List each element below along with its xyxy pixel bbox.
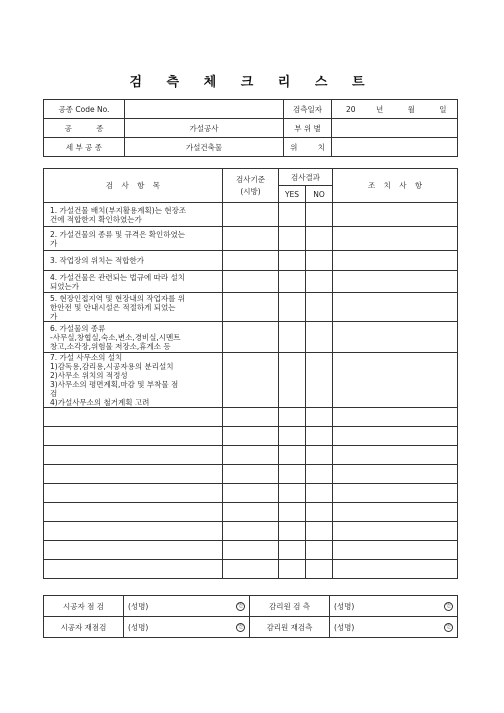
supervisor-reinspect-label: 감리원 재검측 <box>250 617 330 638</box>
checklist-item <box>44 322 223 353</box>
item-cell[interactable] <box>44 427 223 446</box>
location-label: 부 위 별 <box>284 119 332 138</box>
construction-code-label: 공종 Code No. <box>44 100 125 119</box>
contractor-inspect-signature[interactable] <box>124 596 250 617</box>
item-cell[interactable] <box>44 465 223 484</box>
checklist-empty-row <box>44 465 458 484</box>
contractor-inspect-label: 시공자 점 검 <box>44 596 124 617</box>
criteria-cell[interactable] <box>223 203 279 227</box>
criteria-cell[interactable] <box>223 408 279 427</box>
checklist-empty-row <box>44 484 458 503</box>
seal-icon: 인 <box>236 602 245 611</box>
inspection-date-label: 검측일자 <box>284 100 332 119</box>
supervisor-inspect-label: 감리원 검 측 <box>250 596 330 617</box>
checklist-item-line: 3)사무소의 평면계획,마감 및 부착물 점 <box>50 380 179 389</box>
subtrade-value[interactable]: 가설건축물 <box>125 138 284 157</box>
item-cell[interactable] <box>44 484 223 503</box>
col-header-criteria <box>223 169 279 203</box>
action-cell[interactable] <box>333 353 458 408</box>
yes-cell[interactable] <box>279 465 306 484</box>
checklist-item-line: 가 <box>50 238 58 248</box>
no-cell[interactable] <box>306 408 333 427</box>
yes-cell[interactable] <box>279 271 306 293</box>
signature-placeholder: (성명) <box>128 601 149 611</box>
criteria-cell[interactable] <box>223 227 279 251</box>
checklist-item-line: 1)감독용,감리용,시공자용의 분리설치 <box>50 362 174 371</box>
no-cell[interactable] <box>306 251 333 271</box>
supervisor-reinspect-signature[interactable] <box>330 617 458 638</box>
contractor-reinspect-signature[interactable] <box>124 617 250 638</box>
criteria-cell[interactable] <box>223 322 279 353</box>
checklist-empty-row <box>44 503 458 522</box>
seal-icon: 인 <box>444 623 453 632</box>
yes-cell[interactable] <box>279 522 306 541</box>
checklist-row <box>44 353 458 408</box>
subtrade-label: 세 부 공 종 <box>44 138 125 157</box>
yes-cell[interactable] <box>279 541 306 560</box>
trade-value[interactable]: 가설공사 <box>125 119 284 138</box>
yes-cell[interactable] <box>279 227 306 251</box>
checklist-item-line: 검 <box>50 389 58 398</box>
checklist-item-line: 창고,소각장,위험물 저장소,휴게소 등 <box>50 341 171 351</box>
no-cell[interactable] <box>306 322 333 353</box>
checklist-empty-row <box>44 427 458 446</box>
criteria-cell[interactable] <box>223 465 279 484</box>
date-year-prefix: 20 <box>346 104 356 114</box>
action-cell[interactable] <box>333 484 458 503</box>
checklist-item-line: 건에 적합한지 확인하였는가 <box>50 214 142 224</box>
criteria-cell[interactable] <box>223 353 279 408</box>
yes-cell[interactable] <box>279 322 306 353</box>
checklist-item <box>44 353 223 408</box>
signature-placeholder: (성명) <box>334 622 355 632</box>
position-field[interactable] <box>332 138 458 157</box>
action-cell[interactable] <box>333 408 458 427</box>
checklist-item <box>44 271 223 293</box>
action-cell[interactable] <box>333 522 458 541</box>
checklist-item-line: 2)사무소 위치의 적정성 <box>50 371 128 380</box>
date-month-label: 월 <box>407 104 415 114</box>
item-cell[interactable] <box>44 503 223 522</box>
checklist-item-line: -사무실,창협실,숙소,변소,경비실,시멘트 <box>50 332 181 342</box>
col-header-action: 조 치 사 항 <box>333 169 458 203</box>
col-header-no: NO <box>306 186 333 203</box>
no-cell[interactable] <box>306 227 333 251</box>
no-cell[interactable] <box>306 503 333 522</box>
col-header-criteria-sub: (시방) <box>240 186 261 196</box>
seal-icon: 인 <box>444 602 453 611</box>
no-cell[interactable] <box>306 271 333 293</box>
checklist-item-line: 한안전 및 안내시설은 적절하게 되었는 <box>50 302 176 312</box>
inspection-date-field[interactable] <box>332 100 458 119</box>
checklist-empty-row <box>44 408 458 427</box>
col-header-criteria-label: 검사기준 <box>236 174 265 184</box>
checklist-item-line: 4. 가설건물은 관련되는 법규에 따라 설치 <box>50 272 185 282</box>
criteria-cell[interactable] <box>223 271 279 293</box>
no-cell[interactable] <box>306 353 333 408</box>
criteria-cell[interactable] <box>223 484 279 503</box>
action-cell[interactable] <box>333 251 458 271</box>
no-cell[interactable] <box>306 484 333 503</box>
checklist-empty-row <box>44 522 458 541</box>
action-cell[interactable] <box>333 322 458 353</box>
seal-icon: 인 <box>236 623 245 632</box>
supervisor-inspect-signature[interactable] <box>330 596 458 617</box>
no-cell[interactable] <box>306 541 333 560</box>
yes-cell[interactable] <box>279 408 306 427</box>
yes-cell[interactable] <box>279 203 306 227</box>
action-cell[interactable] <box>333 203 458 227</box>
date-day-label: 일 <box>439 104 447 114</box>
info-table <box>43 99 458 157</box>
yes-cell[interactable] <box>279 560 306 579</box>
checklist-row <box>44 271 458 293</box>
checklist-item-line: 가 <box>50 311 58 321</box>
item-cell[interactable] <box>44 560 223 579</box>
yes-cell[interactable] <box>279 427 306 446</box>
construction-code-field[interactable] <box>125 100 284 119</box>
action-cell[interactable] <box>333 465 458 484</box>
yes-cell[interactable] <box>279 251 306 271</box>
trade-label: 공 종 <box>44 119 125 138</box>
col-header-item: 검 사 항 목 <box>44 169 223 203</box>
checklist-item-line: 2. 가설건물의 종류 및 규격은 확인하였는 <box>50 229 185 239</box>
signature-placeholder: (성명) <box>128 622 149 632</box>
action-cell[interactable] <box>333 271 458 293</box>
position-label: 위 치 <box>284 138 332 157</box>
yes-cell[interactable] <box>279 503 306 522</box>
criteria-cell[interactable] <box>223 446 279 465</box>
page-title: 검 측 체 크 리 스 트 <box>129 75 375 90</box>
no-cell[interactable] <box>306 446 333 465</box>
action-cell[interactable] <box>333 227 458 251</box>
contractor-reinspect-label: 시공자 재점검 <box>44 617 124 638</box>
item-cell[interactable] <box>44 541 223 560</box>
date-year-label: 년 <box>375 104 384 114</box>
checklist-row <box>44 203 458 227</box>
checklist-empty-row <box>44 560 458 579</box>
checklist-row <box>44 227 458 251</box>
col-header-result: 검사결과 <box>279 169 333 186</box>
checklist-item <box>44 293 223 322</box>
no-cell[interactable] <box>306 465 333 484</box>
criteria-cell[interactable] <box>223 427 279 446</box>
checklist-item <box>44 227 223 251</box>
checklist-row <box>44 293 458 322</box>
action-cell[interactable] <box>333 541 458 560</box>
yes-cell[interactable] <box>279 293 306 322</box>
item-cell[interactable] <box>44 408 223 427</box>
checklist-item-line: 3. 작업장의 위치는 적합한가 <box>50 256 145 265</box>
checklist-item-line: 7. 가설 사무소의 설치 <box>50 353 123 362</box>
criteria-cell[interactable] <box>223 522 279 541</box>
item-cell[interactable] <box>44 446 223 465</box>
no-cell[interactable] <box>306 522 333 541</box>
action-cell[interactable] <box>333 446 458 465</box>
criteria-cell[interactable] <box>223 503 279 522</box>
yes-cell[interactable] <box>279 446 306 465</box>
signature-table <box>43 595 458 638</box>
checklist-table <box>43 168 458 579</box>
action-cell[interactable] <box>333 503 458 522</box>
location-field[interactable] <box>332 119 458 138</box>
checklist-empty-row <box>44 446 458 465</box>
yes-cell[interactable] <box>279 484 306 503</box>
no-cell[interactable] <box>306 293 333 322</box>
checklist-item-line: 되었는가 <box>50 281 79 291</box>
criteria-cell[interactable] <box>223 293 279 322</box>
action-cell[interactable] <box>333 293 458 322</box>
col-header-yes: YES <box>279 186 306 203</box>
no-cell[interactable] <box>306 427 333 446</box>
signature-placeholder: (성명) <box>334 601 355 611</box>
checklist-item <box>44 203 223 227</box>
item-cell[interactable] <box>44 522 223 541</box>
criteria-cell[interactable] <box>223 541 279 560</box>
checklist-row <box>44 322 458 353</box>
checklist-empty-row <box>44 541 458 560</box>
checklist-item-line: 4)가설사무소의 철거계획 고려 <box>50 398 150 407</box>
checklist-item <box>44 251 223 271</box>
no-cell[interactable] <box>306 560 333 579</box>
checklist-row <box>44 251 458 271</box>
criteria-cell[interactable] <box>223 251 279 271</box>
yes-cell[interactable] <box>279 353 306 408</box>
no-cell[interactable] <box>306 203 333 227</box>
action-cell[interactable] <box>333 560 458 579</box>
checklist-item-line: 5. 현장인접지역 및 현장내의 작업자를 위 <box>50 293 185 303</box>
checklist-item-line: 6. 가설물의 종류 <box>50 323 106 333</box>
criteria-cell[interactable] <box>223 560 279 579</box>
checklist-item-line: 1. 가설건물 배치(부지활용계획)는 현장조 <box>50 205 187 215</box>
action-cell[interactable] <box>333 427 458 446</box>
checklist-body <box>44 203 458 579</box>
